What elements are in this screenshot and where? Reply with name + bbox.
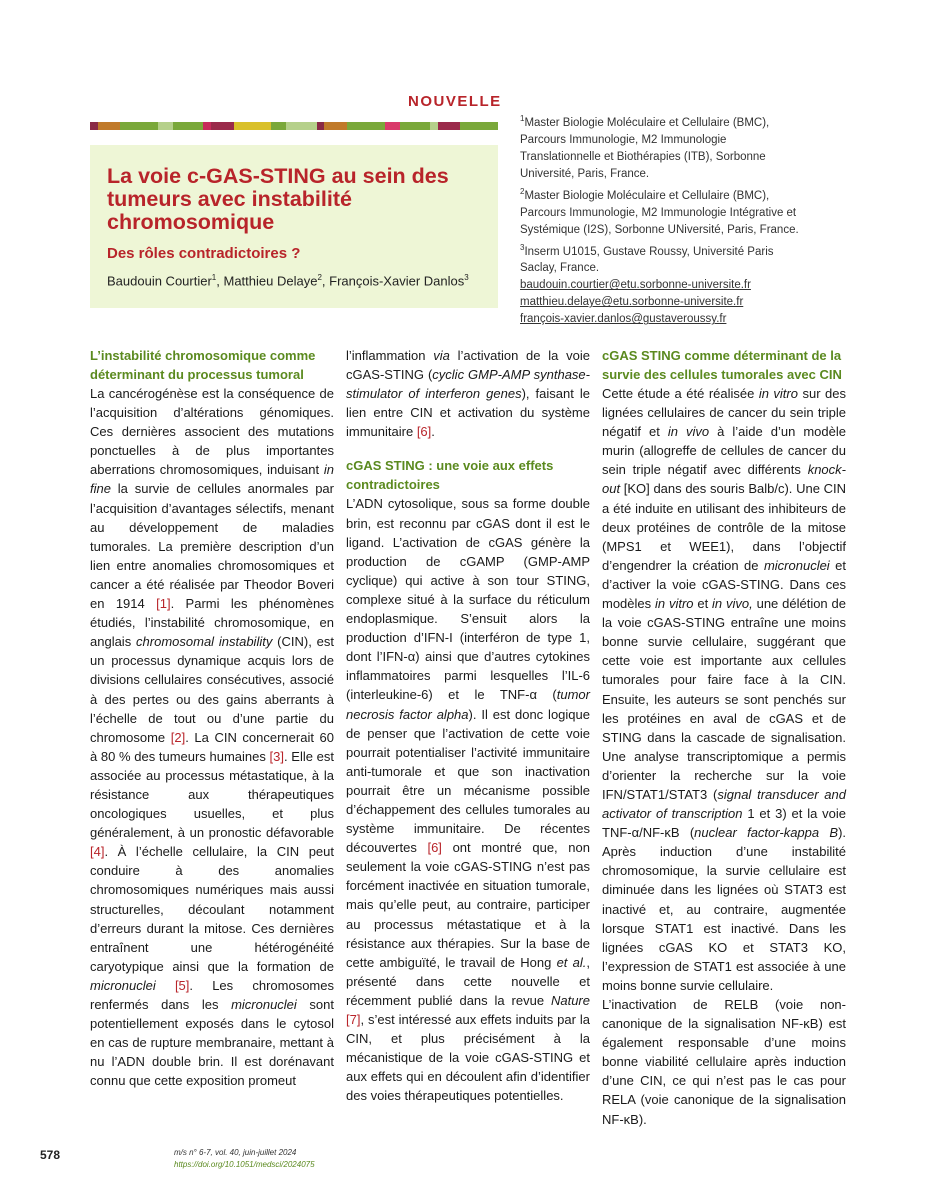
stripe-segment <box>286 122 316 130</box>
section-heading: cGAS STING : une voie aux effets contradictoires <box>346 458 554 493</box>
citation-link[interactable]: [7] <box>346 1012 361 1027</box>
affiliation-2 <box>520 183 810 239</box>
color-stripe <box>90 122 498 130</box>
doi-link[interactable]: https://doi.org/10.1051/medsci/2024075 <box>174 1160 315 1169</box>
email-link[interactable]: françois-xavier.danlos@gustaveroussy.fr <box>520 313 727 326</box>
paragraph: L’inactivation de RELB (voie non-canonique de la signalisation NF-κB) est également responsable d’une moins bonne viabilité cellulaire après induction d’une CIN, ce qui n’est pas le cas pour RELA (voie canonique de la signalisation NF-κB). <box>602 997 846 1127</box>
article-title: La voie c-GAS-STING au sein des tumeurs avec instabilité chromosomique <box>107 164 449 234</box>
stripe-segment <box>430 122 438 130</box>
citation-link[interactable]: [6] <box>416 424 432 440</box>
journal-reference: m/s n° 6-7, vol. 40, juin-juillet 2024 <box>174 1148 297 1157</box>
paragraph: l’inflammation via l’activation de la voie cGAS-STING (cyclic GMP-AMP synthase-stimulator of interferon genes), faisant le lien entre CIN et activation du système immunitaire [6]. <box>346 348 590 440</box>
citation-link[interactable]: [4] <box>90 844 105 860</box>
stripe-segment <box>158 122 173 130</box>
body-column-1 <box>90 346 334 1090</box>
stripe-segment <box>120 122 158 130</box>
paragraph: Cette étude a été réalisée in vitro sur des lignées cellulaires de cancer du sein triple négatif et in vivo à l’aide d’un modèle murin (allogreffe de cellules de cancer du sein triple négatif avec différents knock-out [KO] dans des souris Balb/c). Une CIN a été induite en utilisant des inhibiteurs de deux protéines de contrôle de la mitose (MPS1 et WEE1), dans l’objectif d’engendrer la création de micronuclei et d’activer la voie cGAS-STING. Dans ces modèles in vitro et in vivo, une délétion de la voie cGAS-STING entraîne une moins bonne survie cellulaire, suggérant que cette voie est importante aux cellules tumorales pour faire face à la CIN. Ensuite, les auteurs se sont penchés sur les protéines en aval de cGAS et de STING dans la cascade de signalisation. Une analyse transcriptomique a permis d’orienter la recherche sur la voie IFN/STAT1/STAT3 (signal transducer and activator of transcription 1 et 3) et la voie TNF-α/NF-κB (nuclear factor-kappa B). Après induction d’une instabilité chromosomique, la survie cellulaire est diminuée dans les lignées où STAT3 est inactivé et, au contraire, augmentée lorsque STAT1 est inactivé. Dans les lignées cGAS KO et STAT3 KO, l’expression de STAT1 est associée à une moins bonne survie cellulaire. <box>602 386 847 993</box>
affiliations <box>520 110 810 328</box>
author-separator: , <box>216 273 224 289</box>
email-link[interactable]: matthieu.delaye@etu.sorbonne-universite.fr <box>520 296 744 309</box>
stripe-segment <box>317 122 325 130</box>
body-column-3 <box>602 346 846 1129</box>
author-list <box>107 273 469 288</box>
author-affil-mark: 3 <box>464 273 469 282</box>
author-separator: , <box>321 273 330 289</box>
citation-link[interactable]: [1] <box>156 596 171 612</box>
stripe-segment <box>385 122 400 130</box>
stripe-segment <box>90 122 98 130</box>
section-heading: cGAS STING comme déterminant de la survie des cellules tumorales avec CIN <box>602 348 842 382</box>
citation-link[interactable]: [3] <box>269 748 285 764</box>
article-subtitle: Des rôles contradictoires ? <box>107 245 301 262</box>
citation-link[interactable]: [5] <box>174 977 190 993</box>
body-column-2 <box>346 346 590 1105</box>
stripe-segment <box>211 122 234 130</box>
stripe-segment <box>271 122 286 130</box>
stripe-segment <box>173 122 203 130</box>
citation-link[interactable]: [2] <box>170 729 186 745</box>
affiliation-text: Master Biologie Moléculaire et Cellulaire (BMC), Parcours Immunologie, M2 Immunologie Translationnelle et Biothérapies (ITB), Sorbonne Université, Paris, France. <box>520 116 770 180</box>
affiliation-text: Master Biologie Moléculaire et Cellulaire (BMC), Parcours Immunologie, M2 Immunologie Intégrative et Systémique (I2S), Sorbonne UNiversité, Paris, France. <box>520 189 799 236</box>
affiliation-text: Inserm U1015, Gustave Roussy, Université Paris Saclay, France. <box>520 245 774 275</box>
stripe-segment <box>400 122 430 130</box>
section-heading: L’instabilité chromosomique comme déterminant du processus tumoral <box>90 348 316 382</box>
author-affil-mark: 1 <box>211 273 217 282</box>
stripe-segment <box>460 122 498 130</box>
author-name: François-Xavier Danlos <box>329 273 465 289</box>
page-number: 578 <box>40 1148 61 1162</box>
paragraph: L’ADN cytosolique, sous sa forme double brin, est reconnu par cGAS dont il est le ligand. L’activation de cGAS génère la production de cGAMP (GMP-AMP cyclique) qui active à son tour STING, complexe situé à la surface du réticulum endoplasmique. S’ensuit alors la production d’IFN-I (interféron de type 1, dont l’IFN-α) ainsi que d’autres cytokines inflammatoires parmi lesquelles l’IL-6 (interleukine-6) et le TNF-α (tumor necrosis factor alpha). Il est donc logique de penser que l’activation de cette voie pourrait potentialiser l’activité immunitaire anti-tumorale et que son inactivation pourrait être un mécanisme possible d’échappement des cellules tumorales au système immunitaire. De récentes découvertes [6] ont montré que, non seulement la voie cGAS-STING n’est pas forcément inactivée en situation tumorale, mais qu’elle peut, au contraire, participer au processus métastatique et à la résistance aux thérapies. Sur la base de cette ambiguïté, le travail de Hong et al., présenté dans cette nouvelle et récemment publié dans la revue Nature [7], s’est intéressé aux effets induits par la CIN, et plus précisément à la mécanistique de la voie cGAS-STING et aux effets qui en découlent afin d’identifier des voies thérapeutiques potentielles. <box>346 496 590 1104</box>
affiliation-1 <box>520 110 810 183</box>
paragraph: La cancérogénèse est la conséquence de l’acquisition d’altérations génomiques. Ces dernières associent des mutations ponctuelles à de plus importantes aberrations chromosomiques, induisant in fine la survie de cellules anormales par l’acquisition d’avantages sélectifs, menant au développement de maladies tumorales. La première description d’un lien entre anomalies chromosomiques et cancer a été réalisée par Theodor Boveri en 1914 [1]. Parmi les phénomènes étudiés, l’instabilité chromosomique, en anglais chromosomal instability (CIN), est un processus dynamique acquis lors de divisions cellulaires consécutives, associé à des pertes ou des gains aberrants à l’échelle de tout ou d’une partie du chromosome [2]. La CIN concernerait 60 à 80 % des tumeurs humaines [3]. Elle est associée au processus métastatique, à la résistance aux thérapeutiques oncologiques usuelles, et plus généralement, à un pronostic défavorable [4]. À l’échelle cellulaire, la CIN peut conduire à des anomalies chromosomiques numériques mais aussi structurelles, découlant notamment d’erreurs durant la mitose. Ces dernières entraînent une hétérogénéité caryotypique ainsi que la formation de micronuclei [5]. Les chromosomes renfermés dans les micronuclei sont potentiellement exposés dans le cytosol en cas de rupture membranaire, mettant à nu l’ADN double brin. Il est dorénavant connu que cette exposition promeut <box>90 386 334 1089</box>
author-name: Baudouin Courtier <box>107 273 212 289</box>
stripe-segment <box>203 122 211 130</box>
affiliation-mark: 1 <box>520 114 525 123</box>
affiliation-mark: 2 <box>520 186 525 196</box>
citation-link[interactable]: [6] <box>427 840 442 856</box>
affiliation-3 <box>520 239 810 278</box>
author-affil-mark: 2 <box>317 273 322 282</box>
author-name: Matthieu Delaye <box>223 273 318 289</box>
stripe-segment <box>438 122 461 130</box>
stripe-segment <box>98 122 121 130</box>
affiliation-mark: 3 <box>520 242 525 252</box>
rubric-label: NOUVELLE <box>408 93 502 110</box>
stripe-segment <box>234 122 272 130</box>
stripe-segment <box>324 122 347 130</box>
stripe-segment <box>347 122 385 130</box>
email-link[interactable]: baudouin.courtier@etu.sorbonne-universite.fr <box>520 279 751 292</box>
